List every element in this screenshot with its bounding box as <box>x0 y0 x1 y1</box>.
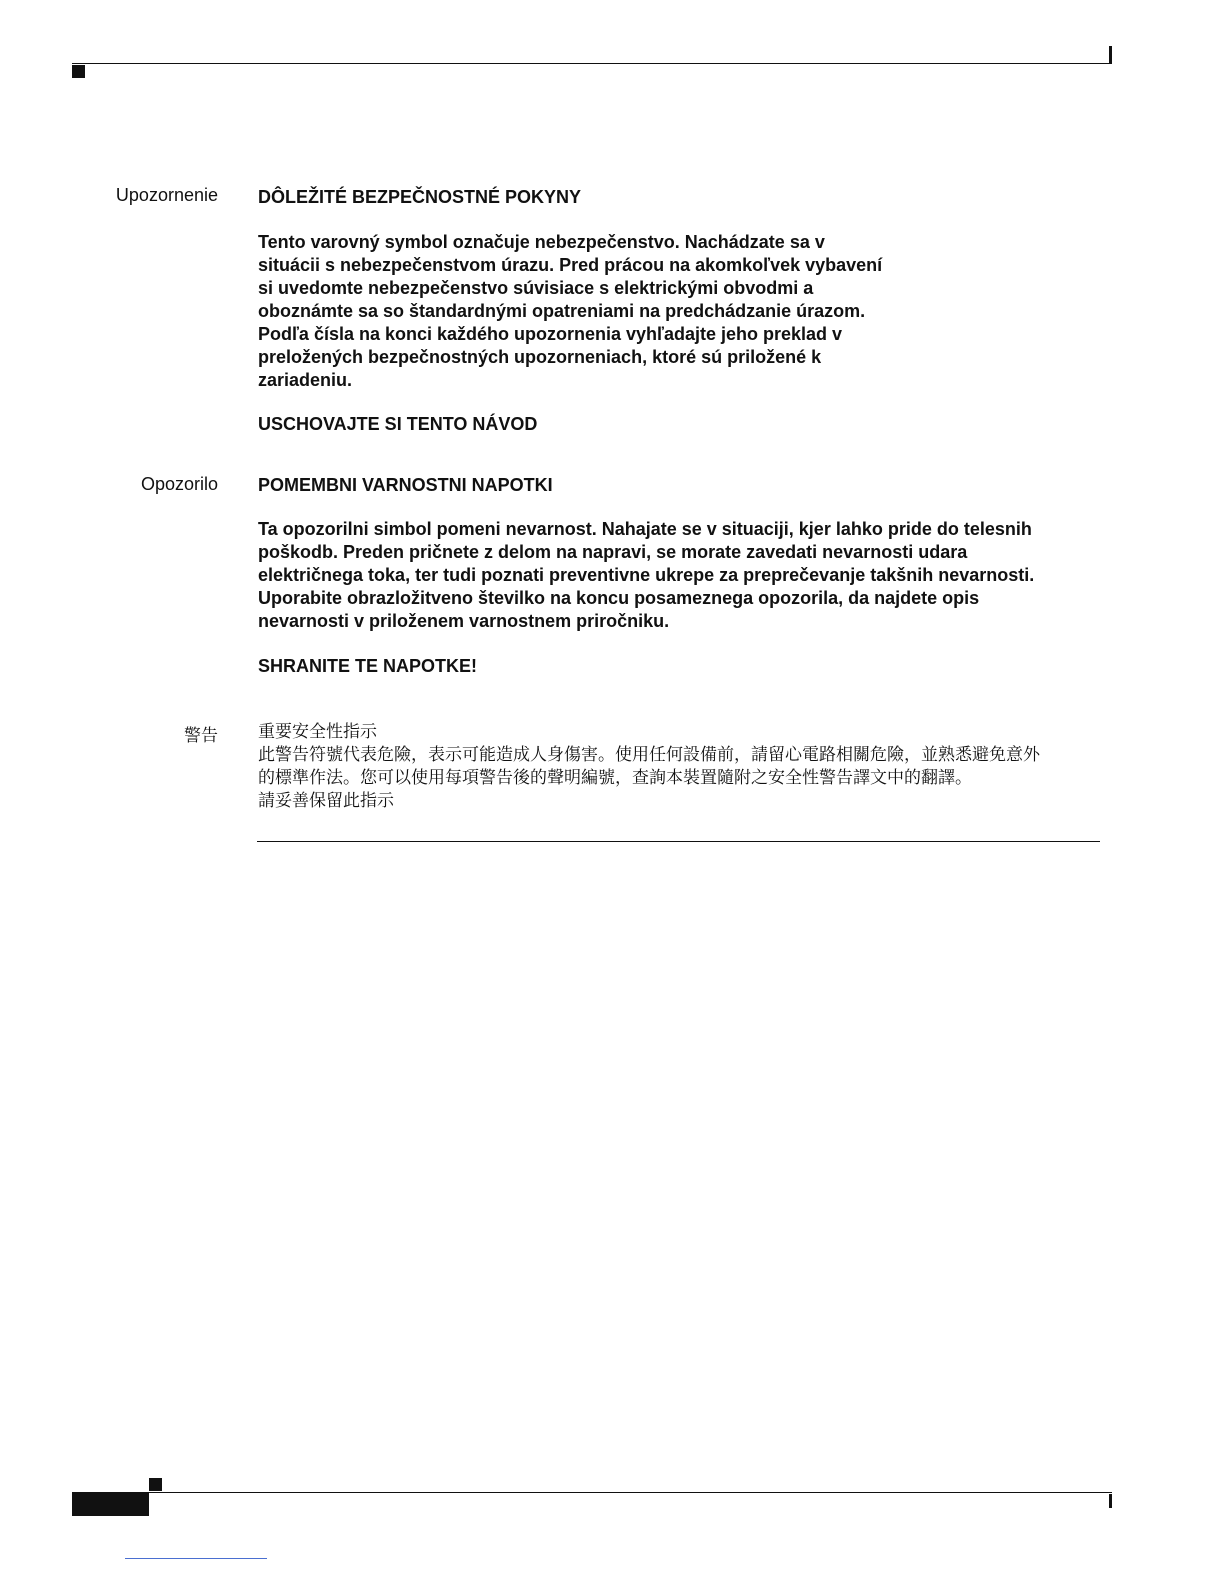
warning-body-line: Uporabite obrazložitveno številko na koncu posameznega opozorila, da najdete opis <box>258 588 980 608</box>
section-end-rule <box>257 841 1100 842</box>
warning-body-line: Ta opozorilni simbol pomeni nevarnost. Nahajate se v situaciji, kjer lahko pride do telesnih <box>258 519 1032 539</box>
warning-body-line: Tento varovný symbol označuje nebezpečenstvo. Nachádzate sa v <box>258 232 825 252</box>
warning-heading: POMEMBNI VARNOSTNI NAPOTKI <box>258 475 553 495</box>
warning-body <box>258 231 882 392</box>
footer-link-underline <box>125 1558 267 1559</box>
warning-body-line: zariadeniu. <box>258 370 353 390</box>
footer-page-tab <box>72 1493 149 1516</box>
header-tick <box>1109 46 1112 64</box>
warning-label: Upozornenie <box>115 185 218 205</box>
warning-body-line: oboznámte sa so štandardnými opatreniami na predchádzanie úrazom. <box>258 301 866 321</box>
warning-body-line: nevarnosti v priloženem varnostnem priročniku. <box>258 611 670 631</box>
warning-body-line: Podľa čísla na konci každého upozornenia vyhľadajte jeho preklad v <box>258 324 843 344</box>
warning-body <box>258 744 1040 790</box>
warning-body <box>258 518 1034 633</box>
warning-body-line: električnega toka, ter tudi poznati preventivne ukrepe za preprečevanje takšnih nevarnosti. <box>258 565 1035 585</box>
warning-label: Opozorilo <box>140 474 218 494</box>
header-marker <box>72 65 85 78</box>
warning-heading: 重要安全性指示 <box>258 722 377 742</box>
warning-closing: SHRANITE TE NAPOTKE! <box>258 656 478 676</box>
warning-heading: DÔLEŽITÉ BEZPEČNOSTNÉ POKYNY <box>258 187 582 207</box>
footer-tick <box>1109 1494 1112 1508</box>
warning-body-line: si uvedomte nebezpečenstvo súvisiace s elektrickými obvodmi a <box>258 278 814 298</box>
warning-body-line: poškodb. Preden pričnete z delom na napravi, se morate zavedati nevarnosti udara <box>258 542 968 562</box>
warning-closing: USCHOVAJTE SI TENTO NÁVOD <box>258 414 538 434</box>
warning-body-line: 此警告符號代表危險，表示可能造成人身傷害。使用任何設備前，請留心電路相關危險，並熟悉避免意外 <box>258 745 1040 765</box>
warning-label: 警告 <box>184 726 218 746</box>
footer-marker <box>149 1478 162 1491</box>
warning-body-line: preložených bezpečnostných upozorneniach, ktoré sú priložené k <box>258 347 822 367</box>
warning-body-line: 的標準作法。您可以使用每項警告後的聲明編號，查詢本裝置隨附之安全性警告譯文中的翻譯。 <box>258 768 972 788</box>
warning-body-line: situácii s nebezpečenstvom úrazu. Pred prácou na akomkoľvek vybavení <box>258 255 883 275</box>
footer-rule <box>72 1492 1112 1493</box>
warning-closing: 請妥善保留此指示 <box>258 791 394 811</box>
header-rule <box>72 63 1112 64</box>
